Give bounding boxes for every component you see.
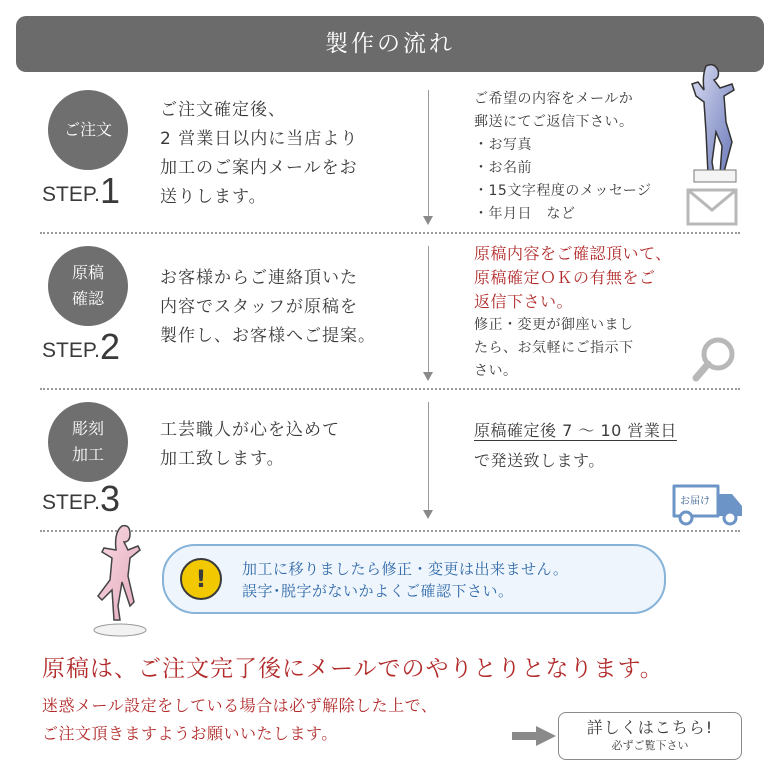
step-2-instruction-line: さい。 <box>474 363 518 379</box>
delivery-truck-icon <box>670 480 746 528</box>
step-1-badge <box>48 90 128 170</box>
step-3-arrow-line <box>428 402 429 512</box>
warning-notice-text <box>242 558 568 602</box>
step-1-instruction-line: ・15文字程度のメッセージ <box>474 183 652 199</box>
step-1-desc-line: 送りします。 <box>160 187 267 207</box>
step-3-badge <box>48 402 128 482</box>
step-2-instruction-line: 修正・変更が御座いまし <box>474 317 634 333</box>
step-2-desc-line: 内容でスタッフが原稿を <box>160 297 358 317</box>
spam-filter-notice <box>42 692 437 748</box>
step-2-request-line: 原稿内容をご確認頂いて、 <box>474 244 672 263</box>
warning-line: 誤字･脱字がないかよくご確認下さい。 <box>242 582 514 600</box>
step-3-prefix: STEP. <box>42 491 100 514</box>
step-2-badge-label: 確認 <box>71 289 104 308</box>
step-3-badge-label: 加工 <box>71 445 104 464</box>
step-2-instructions <box>474 242 672 383</box>
email-notice-headline: 原稿は、ご注文完了後にメールでのやりとりとなります。 <box>42 656 664 682</box>
step-2-desc-line: 製作し、お客様へご提案。 <box>160 326 376 346</box>
step-3-desc-line: 工芸職人が心を込めて <box>160 420 340 440</box>
step-1-instruction-line: 郵送にてご返信下さい。 <box>474 114 634 130</box>
step-3-badge-label: 彫刻 <box>71 419 104 438</box>
step-3-lead-time: 原稿確定後 7 〜 10 営業日 <box>474 421 677 440</box>
step-2-request-line: 原稿確定ＯＫの有無をご <box>474 268 656 287</box>
step-2-label <box>42 326 120 368</box>
step-1-instruction-line: ご希望の内容をメールか <box>474 91 634 107</box>
step-1-label <box>42 170 120 212</box>
step-1-instruction-line: ・お名前 <box>474 160 532 176</box>
step-2-request-line: 返信下さい。 <box>474 292 574 311</box>
step-2-arrow-head <box>423 372 433 381</box>
step-3-instructions <box>474 416 677 476</box>
warning-line: 加工に移りましたら修正・変更は出来ません。 <box>242 560 569 578</box>
step-1-instruction-line: ・お写真 <box>474 137 532 153</box>
step-1-instruction-line: ・年月日 など <box>474 206 576 222</box>
spam-notice-line: 迷惑メール設定をしている場合は必ず解除した上で、 <box>42 696 438 715</box>
warning-notice <box>162 544 666 614</box>
step-2-instruction-line: たら、お気軽にご指示下 <box>474 340 634 356</box>
warning-icon: ! <box>180 558 222 600</box>
step-1-instructions <box>474 88 651 226</box>
step-2-badge-label: 原稿 <box>71 263 104 282</box>
step-1-arrow-line <box>428 90 429 218</box>
details-button-sublabel: 必ずご覧下さい <box>611 739 689 752</box>
spam-notice-line: ご注文頂きますようお願いいたします。 <box>42 724 338 743</box>
step-3-label <box>42 478 120 520</box>
step-3-desc-line: 加工致します。 <box>160 449 285 469</box>
step-1-desc-line: 2 営業日以内に当店より <box>160 129 359 149</box>
envelope-icon <box>686 186 738 228</box>
arrow-right-icon <box>512 726 556 746</box>
step-2-number: 2 <box>99 326 121 367</box>
page-title: 製作の流れ <box>16 16 764 72</box>
step-3-arrow-head <box>423 510 433 519</box>
step-3-instruction-line: で発送致します。 <box>474 451 605 470</box>
truck-label: お届け <box>680 496 710 507</box>
step-2-desc-line: お客様からご連絡頂いた <box>160 268 358 288</box>
step-1-prefix: STEP. <box>42 183 100 206</box>
acrylic-stand-dancer-icon <box>84 520 154 640</box>
step-1-description <box>160 96 358 212</box>
details-button[interactable] <box>558 712 742 760</box>
step-2-arrow-line <box>428 246 429 374</box>
step-2-prefix: STEP. <box>42 339 100 362</box>
step-divider <box>40 388 740 390</box>
step-1-desc-line: ご注文確定後、 <box>160 100 286 120</box>
step-2-description <box>160 264 376 351</box>
step-divider <box>40 232 740 234</box>
step-2-badge <box>48 246 128 326</box>
step-1-arrow-head <box>423 216 433 225</box>
magnifier-icon <box>690 334 740 384</box>
step-1-badge-label: ご注文 <box>63 120 112 139</box>
step-1-desc-line: 加工のご案内メールをお <box>160 158 358 178</box>
details-button-label: 詳しくはこちら! <box>586 718 714 737</box>
step-1-number: 1 <box>99 170 121 211</box>
step-3-description <box>160 416 340 474</box>
step-3-number: 3 <box>99 478 121 519</box>
